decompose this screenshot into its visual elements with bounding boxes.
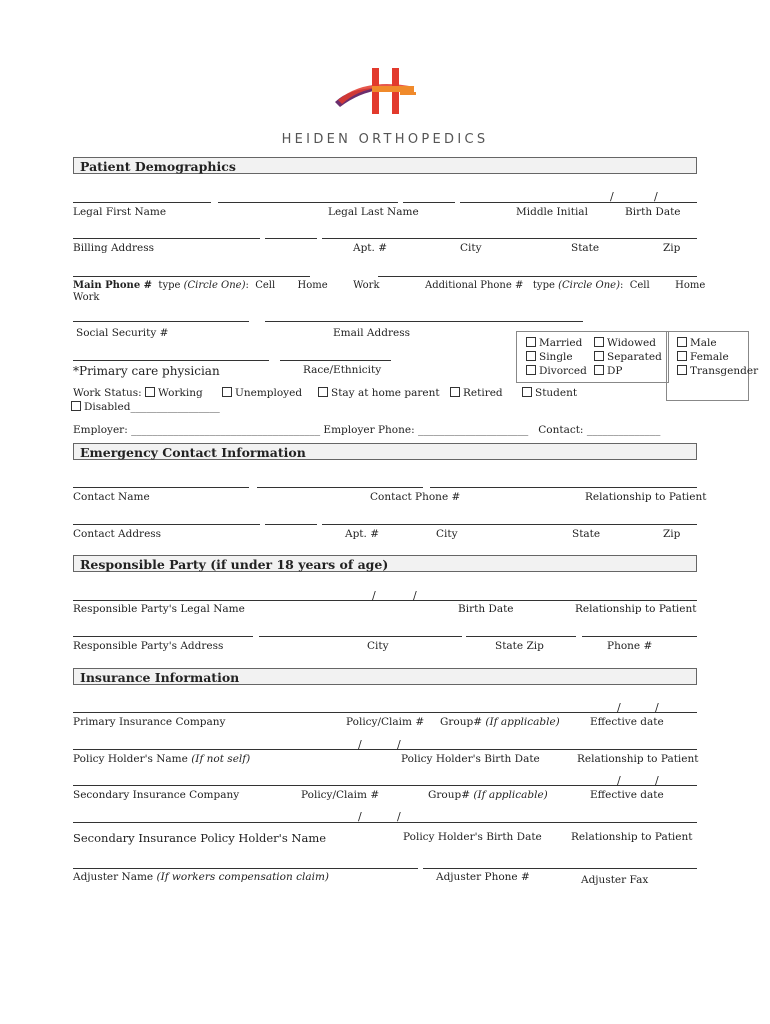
race-label: Race/Ethnicity	[303, 364, 382, 376]
contact-phone-label: Contact Phone #	[370, 491, 461, 503]
sec-holder-birth-label: Policy Holder's Birth Date	[403, 831, 542, 843]
work-label: Work	[73, 292, 100, 303]
birth-date-label: Birth Date	[625, 206, 681, 218]
resp-address-label: Responsible Party's Address	[73, 640, 224, 652]
resp-phone-label: Phone #	[607, 640, 653, 652]
section-insurance: Insurance Information	[73, 668, 697, 685]
retired-checkbox[interactable]: Retired	[450, 387, 503, 399]
work-status-row[interactable]: Work Status: Working	[73, 387, 203, 399]
contact-state-label: State	[572, 528, 601, 540]
pcp-label: *Primary care physician	[73, 364, 220, 378]
sec-relationship-label: Relationship to Patient	[571, 831, 693, 843]
resp-name-label: Responsible Party's Legal Name	[73, 603, 245, 615]
contact-address-label: Contact Address	[73, 528, 162, 540]
logo-mark-icon	[330, 62, 430, 122]
marital-options-1[interactable]: Married Single Divorced	[526, 336, 587, 378]
contact-zip-label: Zip	[663, 528, 681, 540]
ssn-label: Social Security #	[76, 327, 169, 339]
additional-phone-row: Additional Phone # type (Circle One): Cell Home	[425, 280, 706, 291]
sec-group-label: Group# (If applicable)	[428, 789, 548, 801]
sec-policy-label: Policy/Claim #	[301, 789, 380, 801]
gender-options[interactable]: Male Female Transgender	[677, 336, 758, 378]
state-label: State	[571, 242, 600, 254]
section-emergency-contact: Emergency Contact Information	[73, 443, 697, 460]
zip-label: Zip	[663, 242, 681, 254]
student-checkbox[interactable]: Student	[522, 387, 577, 399]
disabled-checkbox[interactable]: Disabled_________________	[71, 401, 220, 413]
contact-name-label: Contact Name	[73, 491, 150, 503]
resp-city-label: City	[367, 640, 389, 652]
section-responsible-party: Responsible Party (if under 18 years of age)	[73, 555, 697, 572]
logo	[330, 62, 430, 122]
section-patient-demographics: Patient Demographics	[73, 157, 697, 174]
city-label: City	[460, 242, 482, 254]
sec-effective-label: Effective date	[590, 789, 664, 801]
contact-apt-label: Apt. #	[345, 528, 379, 540]
billing-address-label: Billing Address	[73, 242, 155, 254]
middle-initial-label: Middle Initial	[516, 206, 588, 218]
holder-birth-label: Policy Holder's Birth Date	[401, 753, 540, 765]
adjuster-name-label: Adjuster Name (If workers compensation claim)	[73, 871, 330, 883]
sec-holder-name-label: Secondary Insurance Policy Holder's Name	[73, 831, 327, 845]
employer-row: Employer: ____________________________________ Employer Phone: _____________________ Contact: ______________	[73, 424, 661, 436]
adjuster-phone-label: Adjuster Phone #	[436, 871, 530, 883]
resp-state-zip-label: State Zip	[495, 640, 544, 652]
secondary-insurance-label: Secondary Insurance Company	[73, 789, 240, 801]
holder-relationship-label: Relationship to Patient	[577, 753, 699, 765]
unemployed-checkbox[interactable]: Unemployed	[222, 387, 302, 399]
primary-insurance-label: Primary Insurance Company	[73, 716, 226, 728]
company-name: HEIDEN ORTHOPEDICS	[281, 132, 489, 147]
adjuster-fax-label: Adjuster Fax	[581, 874, 649, 886]
effective-date-label: Effective date	[590, 716, 664, 728]
resp-relationship-label: Relationship to Patient	[575, 603, 697, 615]
apt-label: Apt. #	[353, 242, 387, 254]
marital-options-2[interactable]: Widowed Separated DP	[594, 336, 662, 378]
resp-birth-label: Birth Date	[458, 603, 514, 615]
last-name-label: Legal Last Name	[328, 206, 419, 218]
email-label: Email Address	[333, 327, 410, 339]
contact-city-label: City	[436, 528, 458, 540]
stay-home-checkbox[interactable]: Stay at home parent	[318, 387, 440, 399]
holder-name-label: Policy Holder's Name (If not self)	[73, 753, 251, 765]
first-name-label: Legal First Name	[73, 206, 167, 218]
policy-claim-label: Policy/Claim #	[346, 716, 425, 728]
relationship-label: Relationship to Patient	[585, 491, 707, 503]
main-phone-row: Main Phone # type (Circle One): Cell Home Work	[73, 280, 380, 291]
group-label: Group# (If applicable)	[440, 716, 560, 728]
